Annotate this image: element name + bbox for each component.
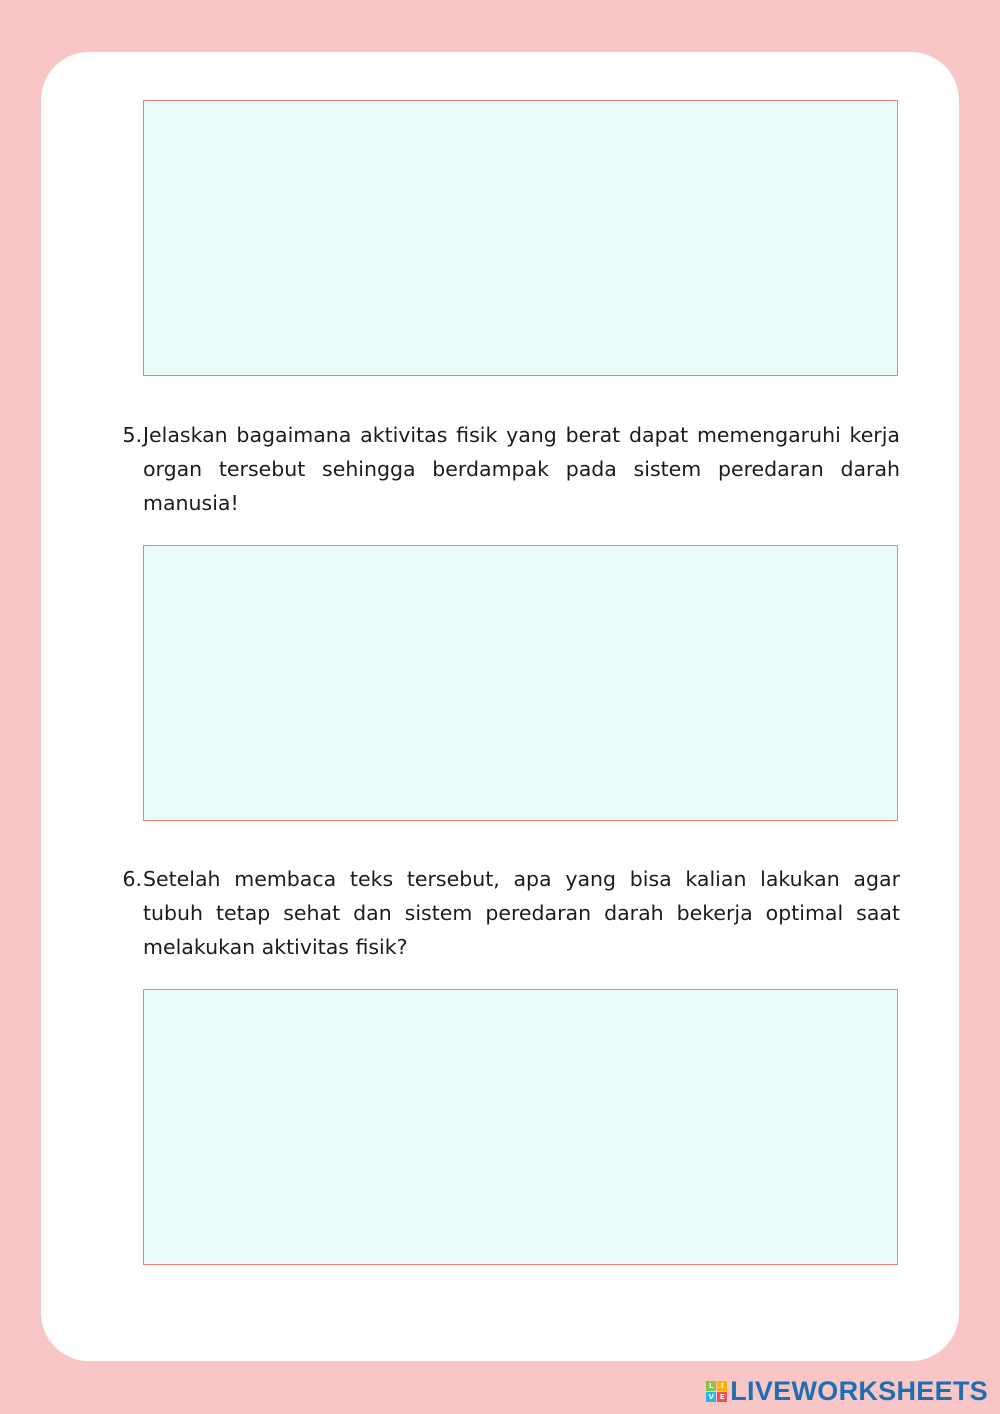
question-number: 5. [122, 423, 142, 447]
brand-name: LIVEWORKSHEETS [730, 1375, 988, 1406]
logo-letter: I [717, 1381, 727, 1391]
question-5 [112, 418, 900, 520]
liveworksheets-logo [706, 1376, 988, 1406]
answer-box-4[interactable] [143, 100, 898, 376]
answer-box-5[interactable] [143, 545, 898, 821]
logo-letter: L [706, 1381, 716, 1391]
question-6 [112, 862, 900, 964]
question-text: Setelah membaca teks tersebut, apa yang bisa kalian lakukan agar tubuh tetap sehat dan sistem peredaran darah bekerja optimal saat melakukan aktivitas fisik? [143, 867, 900, 959]
question-text: Jelaskan bagaimana aktivitas fisik yang berat dapat memengaruhi kerja organ tersebut sehingga berdampak pada sistem peredaran darah manusia! [143, 423, 900, 515]
logo-letter: E [717, 1392, 727, 1402]
question-number: 6. [122, 867, 142, 891]
logo-letter: V [706, 1392, 716, 1402]
logo-mark-icon [706, 1381, 727, 1402]
answer-box-6[interactable] [143, 989, 898, 1265]
